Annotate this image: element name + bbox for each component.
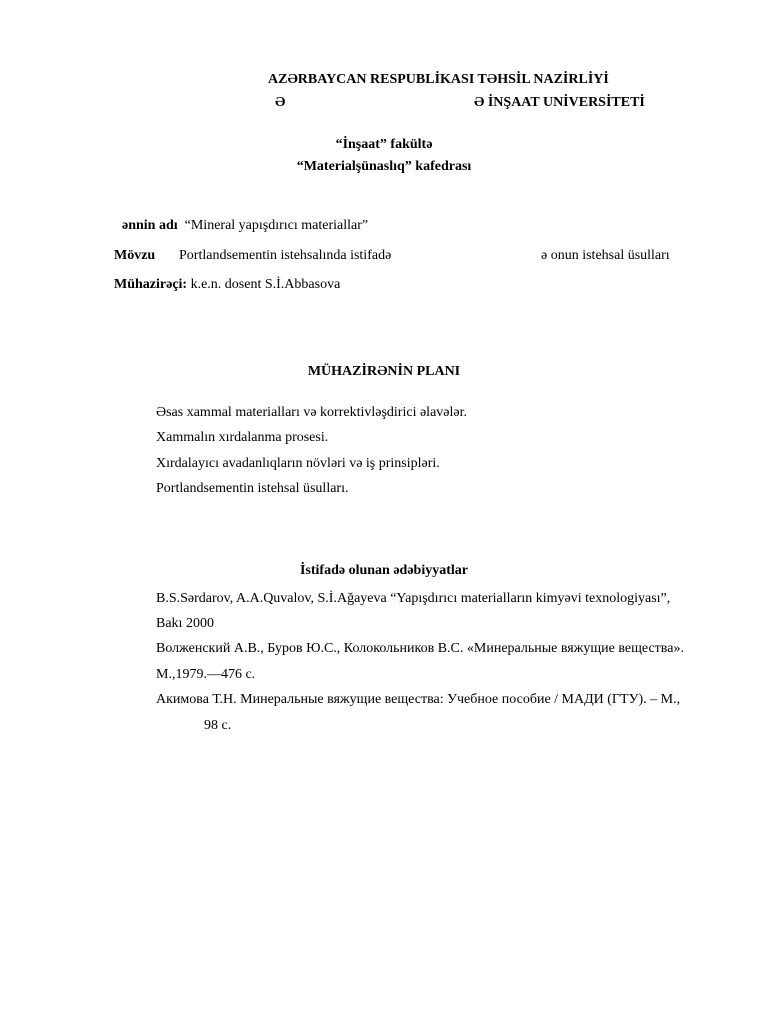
topic-value-part2: ə onun istehsal üsulları (541, 248, 670, 263)
literature-line: Волженский А.В., Буров Ю.С., Колокольников В.С. «Минеральные вяжущие вещества». (156, 641, 684, 656)
topic-value-part1: Portlandsementin istehsalında istifadə (179, 248, 392, 263)
plan-item: Xırdalayıcı avadanlıqların növləri və iş prinsipləri. (156, 456, 440, 471)
department-name: “Materialşünaslıq” kafedrası (296, 159, 472, 174)
topic-label: Mövzu (114, 248, 156, 263)
faculty-name: “İnşaat” fakültə (335, 137, 433, 152)
literature-line: 98 с. (204, 718, 232, 733)
lecturer-line (114, 276, 340, 294)
literature-line: B.S.Sərdarov, A.A.Quvalov, S.İ.Ağayeva “Yapışdırıcı materialların kimyəvi texnologiyası”, (156, 591, 671, 606)
literature-line: Bakı 2000 (156, 616, 214, 631)
subject-line (122, 217, 368, 235)
lecturer-value: k.e.n. dosent S.İ.Abbasova (190, 277, 341, 292)
plan-title: MÜHAZİRƏNİN PLANI (307, 364, 461, 379)
plan-item: Əsas xammal materialları və korrektivləşdirici əlavələr. (156, 405, 467, 420)
ministry-heading: AZƏRBAYCAN RESPUBLİKASI TƏHSİL NAZİRLİYİ (268, 72, 609, 87)
literature-line: М.,1979.—476 с. (156, 667, 256, 682)
lecturer-label: Mühazirəçi: (114, 277, 188, 292)
subject-label: ənnin adı (122, 218, 178, 233)
plan-item: Portlandsementin istehsal üsulları. (156, 481, 349, 496)
literature-title: İstifadə olunan ədəbiyyatlar (299, 563, 468, 578)
plan-item: Xammalın xırdalanma prosesi. (156, 430, 329, 445)
literature-line: Акимова Т.Н. Минеральные вяжущие вещества: Учебное пособие / МАДИ (ГТУ). – М., (156, 692, 681, 707)
subject-value: “Mineral yapışdırıcı materiallar” (184, 218, 369, 233)
university-prefix: Ə (275, 95, 286, 110)
university-name: Ə İNŞAAT UNİVERSİTETİ (474, 95, 645, 110)
